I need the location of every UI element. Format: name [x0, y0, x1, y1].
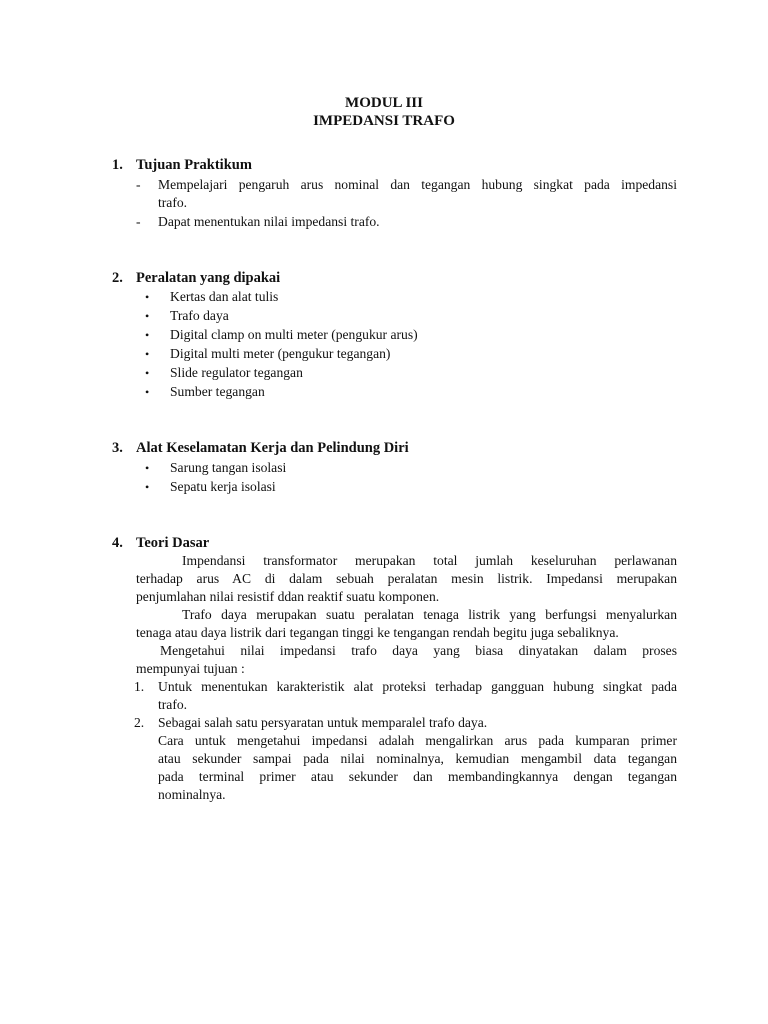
section-title: Tujuan Praktikum: [136, 157, 252, 173]
paragraph-line: Mengetahui nilai impedansi trafo daya yang biasa dinyatakan dalam proses: [160, 643, 677, 658]
list-item-line: trafo.: [158, 195, 188, 210]
module-title: MODUL III: [345, 95, 423, 111]
paragraph-line: Cara untuk mengetahui impedansi adalah mengalirkan arus pada kumparan primer: [158, 733, 677, 748]
paragraph-line: Trafo daya merupakan suatu peralatan tenaga listrik yang berfungsi menyalurkan: [182, 607, 677, 622]
bullet-icon: •: [145, 480, 150, 494]
paragraph-line: mempunyai tujuan :: [136, 661, 245, 676]
section-title: Alat Keselamatan Kerja dan Pelindung Diri: [136, 440, 409, 456]
section-number: 4.: [112, 535, 123, 551]
dash-marker: -: [136, 214, 141, 229]
section-1-heading: [112, 156, 252, 174]
section-title: Peralatan yang dipakai: [136, 270, 281, 286]
list-item: Sarung tangan isolasi: [170, 460, 287, 475]
paragraph-line: Impendansi transformator merupakan total jumlah keseluruhan perlawanan: [182, 553, 677, 568]
bullet-icon: •: [145, 385, 150, 399]
section-number: 3.: [112, 440, 123, 456]
section-3-heading: [112, 439, 409, 457]
dash-marker: -: [136, 177, 141, 192]
bullet-icon: •: [145, 309, 150, 323]
list-number: 1.: [134, 679, 145, 694]
list-item: Kertas dan alat tulis: [170, 289, 279, 304]
paragraph-line: penjumlahan nilai resistif ddan reaktif suatu komponen.: [136, 589, 440, 604]
list-item-line: trafo.: [158, 697, 188, 712]
paragraph-line: nominalnya.: [158, 787, 226, 802]
list-number: 2.: [134, 715, 145, 730]
list-item: Digital multi meter (pengukur tegangan): [170, 346, 391, 361]
paragraph-line: terhadap arus AC di dalam sebuah peralatan mesin listrik. Impedansi merupakan: [136, 571, 677, 586]
section-number: 2.: [112, 270, 123, 286]
paragraph-line: pada terminal primer atau sekunder dan membandingkannya dengan tegangan: [158, 769, 677, 784]
bullet-icon: •: [145, 461, 150, 475]
section-4-heading: [112, 534, 209, 552]
list-item: Digital clamp on multi meter (pengukur arus): [170, 327, 418, 342]
list-item: Trafo daya: [170, 308, 229, 323]
bullet-icon: •: [145, 328, 150, 342]
bullet-icon: •: [145, 366, 150, 380]
module-subtitle: IMPEDANSI TRAFO: [313, 113, 455, 129]
list-item: Sepatu kerja isolasi: [170, 479, 276, 494]
bullet-icon: •: [145, 290, 150, 304]
section-2-heading: [112, 269, 280, 287]
paragraph-line: atau sekunder sampai pada nilai nominalnya, kemudian mengambil data tegangan: [158, 751, 677, 766]
section-number: 1.: [112, 157, 123, 173]
section-title: Teori Dasar: [136, 535, 210, 551]
list-item-line: Mempelajari pengaruh arus nominal dan tegangan hubung singkat pada impedansi: [158, 177, 677, 192]
list-item-line: Sebagai salah satu persyaratan untuk memparalel trafo daya.: [158, 715, 488, 730]
bullet-icon: •: [145, 347, 150, 361]
list-item-line: Dapat menentukan nilai impedansi trafo.: [158, 214, 380, 229]
list-item-line: Untuk menentukan karakteristik alat proteksi terhadap gangguan hubung singkat pada: [158, 679, 677, 694]
list-item: Slide regulator tegangan: [170, 365, 303, 380]
list-item: Sumber tegangan: [170, 384, 265, 399]
paragraph-line: tenaga atau daya listrik dari tegangan tinggi ke tengangan rendah begitu juga sebaliknya.: [136, 625, 619, 640]
